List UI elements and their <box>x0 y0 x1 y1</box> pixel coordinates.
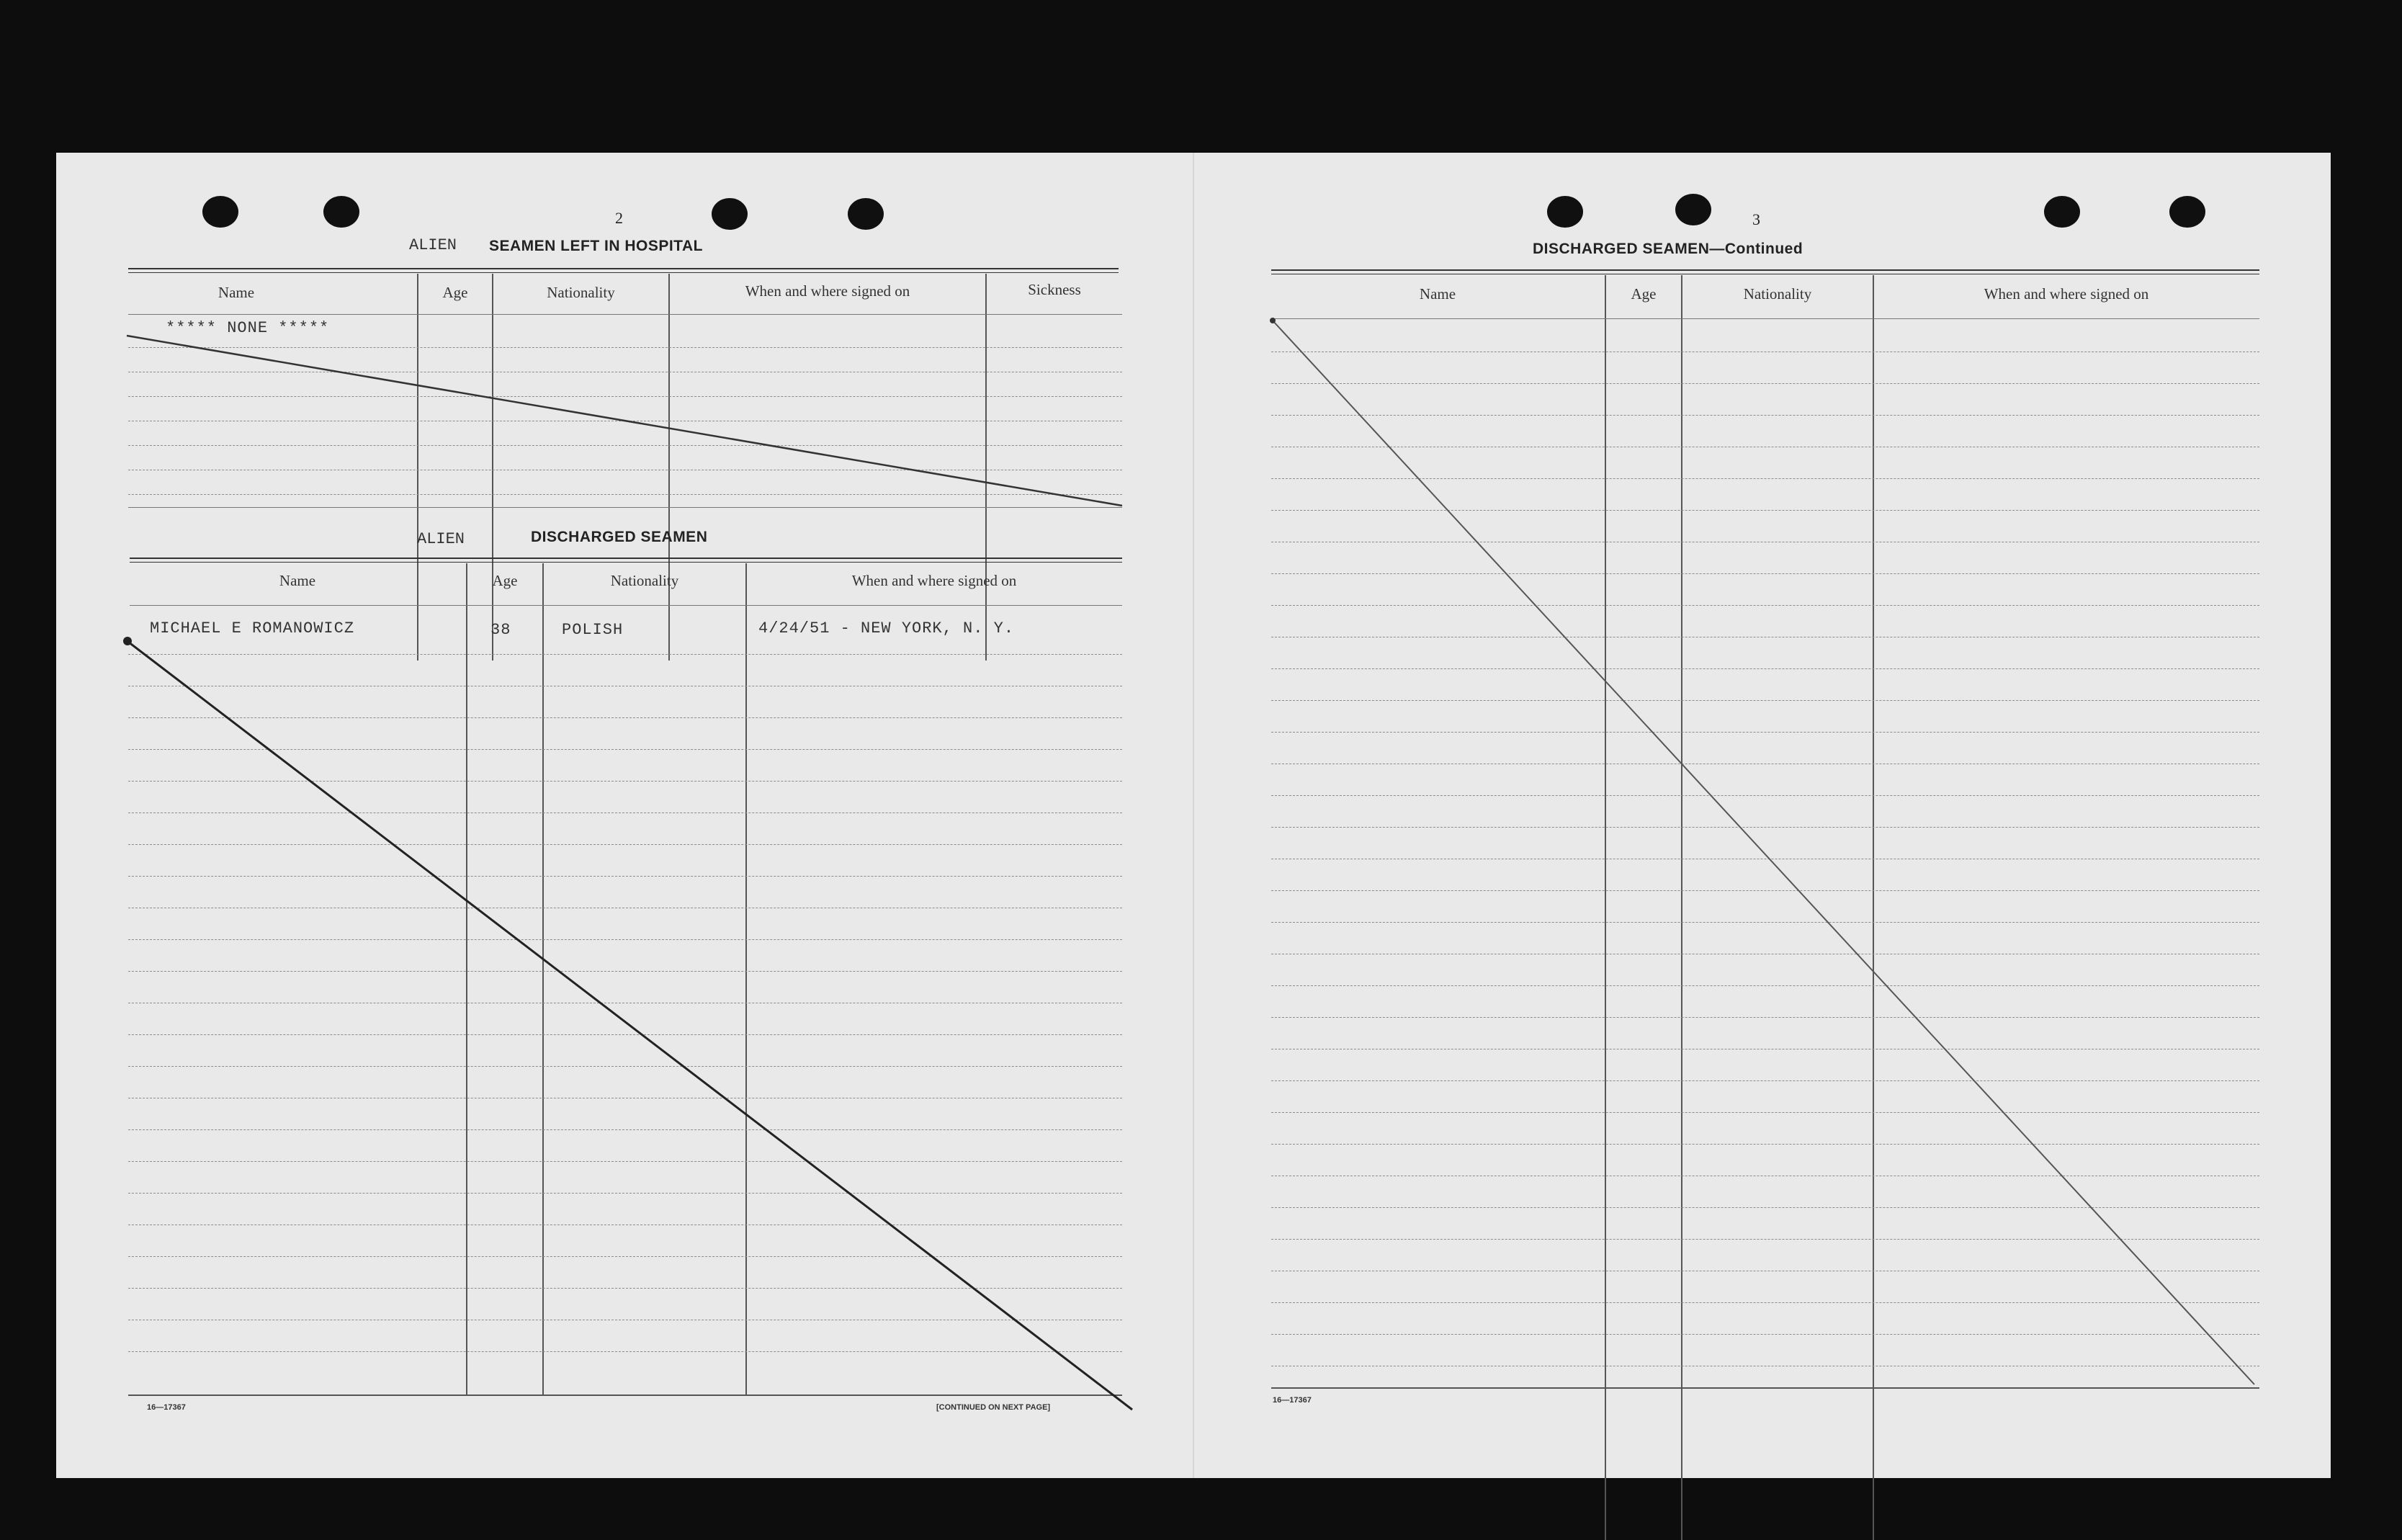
hospital-section-prefix: ALIEN <box>409 236 457 254</box>
seaman-name: MICHAEL E ROMANOWICZ <box>150 619 355 637</box>
continued-note: [CONTINUED ON NEXT PAGE] <box>936 1403 1051 1412</box>
hospital-entry-none: ***** NONE ***** <box>166 319 330 337</box>
header-nationality: Nationality <box>1743 285 1812 303</box>
page-number: 2 <box>615 209 623 227</box>
header-name: Name <box>279 572 316 589</box>
ink-dot <box>1270 318 1276 323</box>
page-title: DISCHARGED SEAMEN—Continued <box>1533 241 1803 257</box>
header-age: Age <box>1631 285 1657 303</box>
header-signed-on: When and where signed on <box>1984 285 2149 303</box>
header-nationality: Nationality <box>547 284 615 301</box>
discharged-section-prefix: ALIEN <box>417 530 465 548</box>
hospital-section-title: SEAMEN LEFT IN HOSPITAL <box>489 238 703 254</box>
header-age: Age <box>442 284 468 301</box>
ink-dot <box>123 637 132 645</box>
strike-lines <box>56 153 2331 1478</box>
seaman-age: 38 <box>490 621 511 639</box>
discharged-strike-line <box>125 640 1132 1410</box>
page-number: 3 <box>1752 210 1760 228</box>
header-nationality: Nationality <box>610 572 679 589</box>
discharged-section-title: DISCHARGED SEAMEN <box>531 529 708 545</box>
header-name: Name <box>1419 285 1456 303</box>
header-sickness: Sickness <box>1028 281 1081 298</box>
form-number: 16—17367 <box>1273 1396 1312 1405</box>
header-signed-on: When and where signed on <box>745 282 910 300</box>
header-name: Name <box>218 284 255 301</box>
hospital-strike-line <box>127 336 1122 506</box>
header-signed-on: When and where signed on <box>851 572 1017 589</box>
continued-strike-line <box>1272 320 2254 1384</box>
seaman-nationality: POLISH <box>562 621 624 639</box>
seaman-signed-on: 4/24/51 - NEW YORK, N. Y. <box>758 619 1015 637</box>
header-age: Age <box>492 572 518 589</box>
form-number: 16—17367 <box>147 1403 186 1412</box>
document-paper <box>56 153 2331 1478</box>
